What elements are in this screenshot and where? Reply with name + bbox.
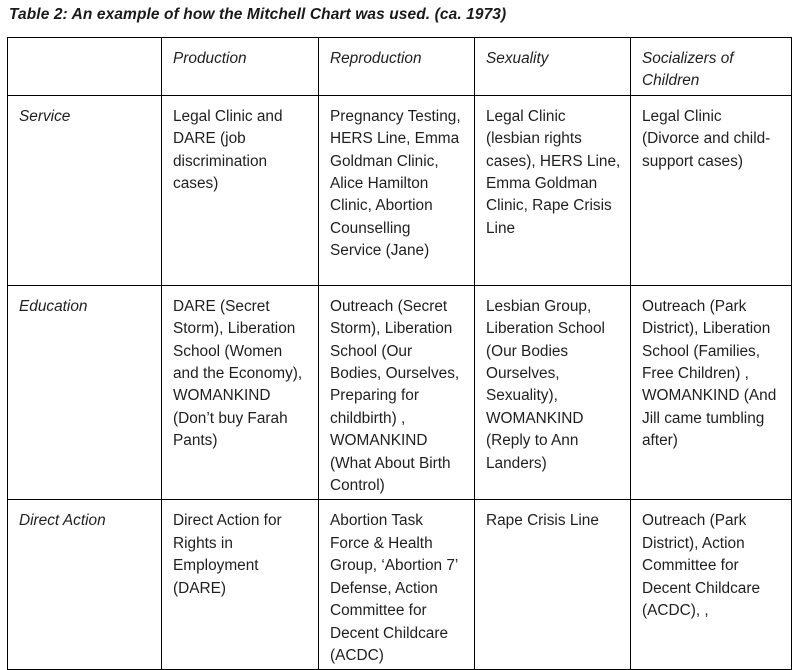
table-cell: Legal Clinic and DARE (job discrimination cases) xyxy=(162,95,319,285)
table-row-service xyxy=(8,95,792,285)
row-label-direct-action: Direct Action xyxy=(8,500,162,670)
header-cell-socializers: Socializers of Children xyxy=(631,38,792,96)
table-row-education xyxy=(8,285,792,500)
table-cell: Outreach (Secret Storm), Liberation School (Our Bodies, Ourselves, Preparing for childbirth) , WOMANKIND (What About Birth Control) xyxy=(319,285,475,500)
table-cell: Pregnancy Testing, HERS Line, Emma Goldman Clinic, Alice Hamilton Clinic, Abortion Counselling Service (Jane) xyxy=(319,95,475,285)
table-cell: Legal Clinic (lesbian rights cases), HERS Line, Emma Goldman Clinic, Rape Crisis Line xyxy=(475,95,631,285)
table-cell: Rape Crisis Line xyxy=(475,500,631,670)
table-cell: Lesbian Group, Liberation School (Our Bodies Ourselves, Sexuality), WOMANKIND (Reply to Ann Landers) xyxy=(475,285,631,500)
table-cell: DARE (Secret Storm), Liberation School (Women and the Economy), WOMANKIND (Don’t buy Farah Pants) xyxy=(162,285,319,500)
header-cell-production: Production xyxy=(162,38,319,96)
table-cell: Direct Action for Rights in Employment (DARE) xyxy=(162,500,319,670)
row-label-service: Service xyxy=(8,95,162,285)
table-caption: Table 2: An example of how the Mitchell Chart was used. (ca. 1973) xyxy=(9,6,507,23)
table-cell: Abortion Task Force & Health Group, ‘Abortion 7’ Defense, Action Committee for Decent Childcare (ACDC) xyxy=(319,500,475,670)
mitchell-chart-table xyxy=(7,37,792,670)
header-cell-reproduction: Reproduction xyxy=(319,38,475,96)
table-cell: Legal Clinic (Divorce and child-support cases) xyxy=(631,95,792,285)
table-row-direct-action xyxy=(8,500,792,670)
row-label-education: Education xyxy=(8,285,162,500)
header-cell-corner xyxy=(8,38,162,96)
table-cell: Outreach (Park District), Action Committee for Decent Childcare (ACDC), , xyxy=(631,500,792,670)
table-cell: Outreach (Park District), Liberation School (Families, Free Children) , WOMANKIND (And Jill came tumbling after) xyxy=(631,285,792,500)
table-header-row xyxy=(8,38,792,96)
header-cell-sexuality: Sexuality xyxy=(475,38,631,96)
